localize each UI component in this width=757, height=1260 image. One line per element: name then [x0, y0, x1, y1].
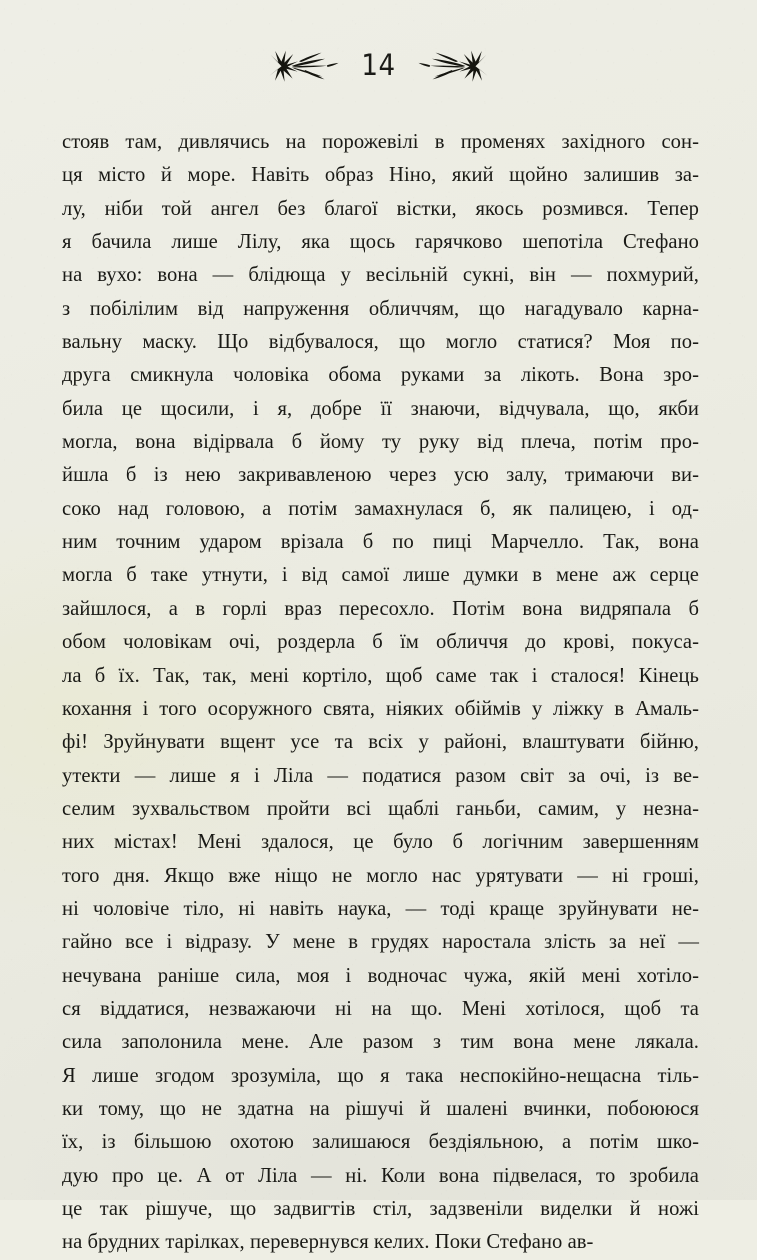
- text-line: того дня. Якщо вже ніщо не могло нас урятувати — ні гроші,: [62, 864, 699, 887]
- text-line: друга смикнула чоловіка обома руками за лікоть. Вона зро-: [62, 364, 700, 387]
- text-line: вальну маску. Що відбувалося, що могло статися? Моя по-: [62, 331, 699, 354]
- text-line: соко над головою, а потім замахнулася б, як палицею, і од-: [62, 497, 699, 520]
- text-line: фі! Зруйнувати вщент усе та всіх у районі, влаштувати бійню,: [62, 731, 699, 754]
- text-line: ним точним ударом врізала б по пиці Марчелло. Так, вона: [62, 531, 699, 554]
- text-line: била це щосили, і я, добре її знаючи, відчувала, що, якби: [62, 397, 699, 420]
- text-line: утекти — лише я і Ліла — податися разом світ за очі, із ве-: [62, 764, 699, 787]
- text-line: дую про це. А от Ліла — ні. Коли вона підвелася, то зробила: [62, 1164, 699, 1187]
- text-line: сила заполонила мене. Але разом з тим вона мене лякала.: [62, 1031, 699, 1054]
- text-line: селим зухвальством пройти всі щаблі ганьби, самим, у незна-: [62, 797, 699, 820]
- text-line: обом чоловікам очі, роздерла б їм обличчя до крові, покуса-: [62, 631, 699, 654]
- text-line: нечувана раніше сила, моя і водночас чужа, якій мені хотіло-: [62, 964, 699, 987]
- text-line: лу, ніби той ангел без благої вістки, якось розмився. Тепер: [62, 197, 699, 220]
- text-line: кохання і того осоружного свята, ніяких обіймів у ліжку в Амаль-: [62, 697, 699, 720]
- text-line: ця місто й море. Навіть образ Ніно, який щойно залишив за-: [62, 164, 699, 187]
- text-line: ні чоловіче тіло, ні навіть наука, — тоді краще зруйнувати не-: [62, 897, 699, 920]
- text-line: стояв там, дивлячись на порожевілі в променях західного сон-: [62, 131, 700, 153]
- text-line: гайно все і відразу. У мене в грудях наростала злість за неї —: [62, 931, 699, 954]
- text-line: ки тому, що не здатна на рішучі й шалені вчинки, побоююся: [62, 1097, 699, 1120]
- floral-ornament-left-icon: [261, 49, 339, 83]
- page-number: 14: [361, 47, 396, 82]
- text-line: я бачила лише Лілу, яка щось гарячково шепотіла Стефано: [62, 231, 699, 254]
- text-line: з побілілим від напруження обличчям, що нагадувало карна-: [62, 297, 700, 320]
- body-text-block: [62, 126, 699, 1260]
- text-line: це так рішуче, що задвигтів стіл, задзвеніли виделки й ножі: [62, 1198, 700, 1220]
- text-line: їх, із більшою охотою залишаюся бездіяльною, а потім шко-: [62, 1131, 699, 1154]
- running-head: [0, 40, 757, 92]
- text-line: ла б їх. Так, так, мені кортіло, щоб саме так і сталося! Кінець: [62, 664, 700, 687]
- text-line: ся віддатися, незважаючи ні на що. Мені хотілося, щоб та: [62, 997, 699, 1020]
- text-line: на вухо: вона — блідюща у весільній сукні, він — похмурий,: [62, 264, 699, 287]
- text-line: могла б таке утнути, і від самої лише думки в мене аж серце: [62, 564, 699, 587]
- floral-ornament-right-icon: [418, 49, 496, 83]
- text-line: зайшлося, а в горлі враз пересохло. Потім вона видряпала б: [62, 597, 699, 620]
- text-line: йшла б із нею закривавленою через усю залу, тримаючи ви-: [62, 464, 699, 487]
- text-line: могла, вона відірвала б йому ту руку від плеча, потім про-: [62, 431, 699, 454]
- text-line: на брудних тарілках, перевернувся келих. Поки Стефано ав-: [62, 1231, 594, 1254]
- text-line: Я лише згодом зрозуміла, що я така неспокійно-нещасна тіль-: [62, 1064, 699, 1087]
- text-line: них містах! Мені здалося, це було б логічним завершенням: [62, 831, 699, 854]
